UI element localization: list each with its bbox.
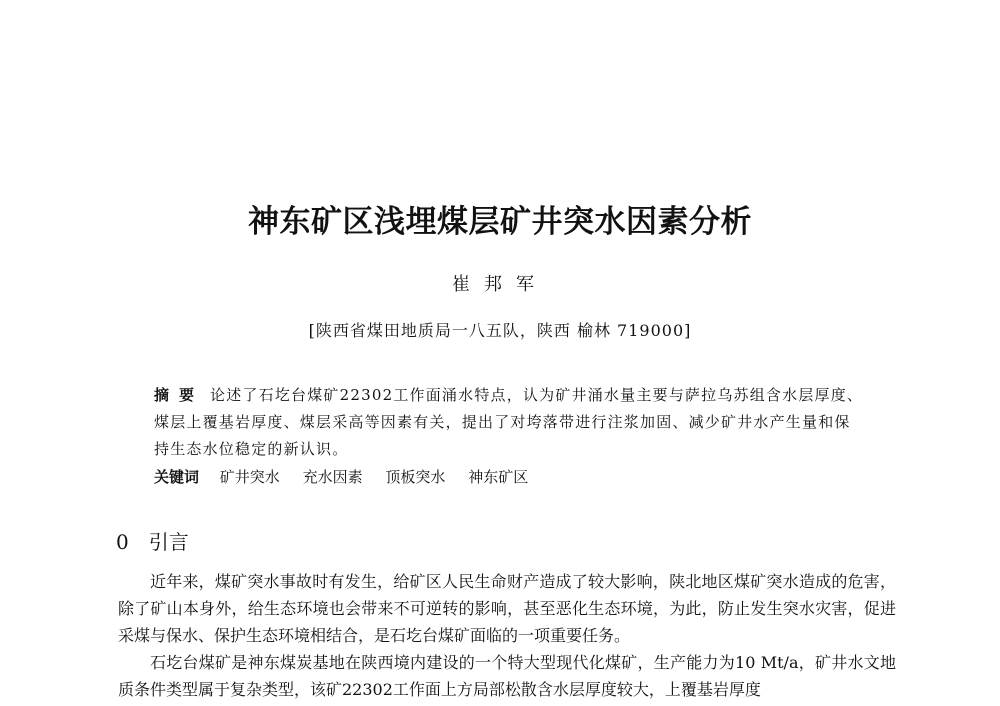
keywords-label: 关键词 (154, 468, 200, 486)
paragraph: 近年来，煤矿突水事故时有发生，给矿区人民生命财产造成了较大影响，陕北地区煤矿突水造成的危害，除了矿山本身外，给生态环境也会带来不可逆转的影响，甚至恶化生态环境，为此，防止发生突水灾害，促进采煤与保水、保护生态环境相结合，是石圪台煤矿面临的一项重要任务。 (118, 572, 896, 645)
body-text (118, 568, 896, 703)
keyword-item: 神东矿区 (468, 468, 529, 486)
section-title: 引言 (148, 530, 189, 554)
keyword-item: 充水因素 (302, 468, 363, 486)
section-number: 0 (116, 530, 129, 554)
abstract-label: 摘要 (154, 386, 205, 404)
author-affiliation: [陕西省煤田地质局一八五队，陕西 榆林 719000] (308, 321, 692, 340)
paper-title: 神东矿区浅埋煤层矿井突水因素分析 (248, 204, 752, 240)
author-name: 崔邦军 (452, 274, 548, 295)
abstract (154, 382, 866, 463)
abstract-text: 论述了石圪台煤矿22302工作面涌水特点，认为矿井涌水量主要与萨拉乌苏组含水层厚度、煤层上覆基岩厚度、煤层采高等因素有关，提出了对垮落带进行注浆加固、减少矿井水产生量和保持生态水位稳定的新认识。 (154, 386, 864, 458)
paragraph: 石圪台煤矿是神东煤炭基地在陕西境内建设的一个特大型现代化煤矿，生产能力为10 Mt/a，矿井水文地质条件类型属于复杂类型，该矿22302工作面上方局部松散含水层厚度较大，上覆基岩厚度 (118, 653, 896, 699)
keywords (154, 464, 866, 491)
section-heading (116, 526, 189, 555)
keyword-item: 矿井突水 (219, 468, 280, 486)
keyword-item: 顶板突水 (385, 468, 446, 486)
